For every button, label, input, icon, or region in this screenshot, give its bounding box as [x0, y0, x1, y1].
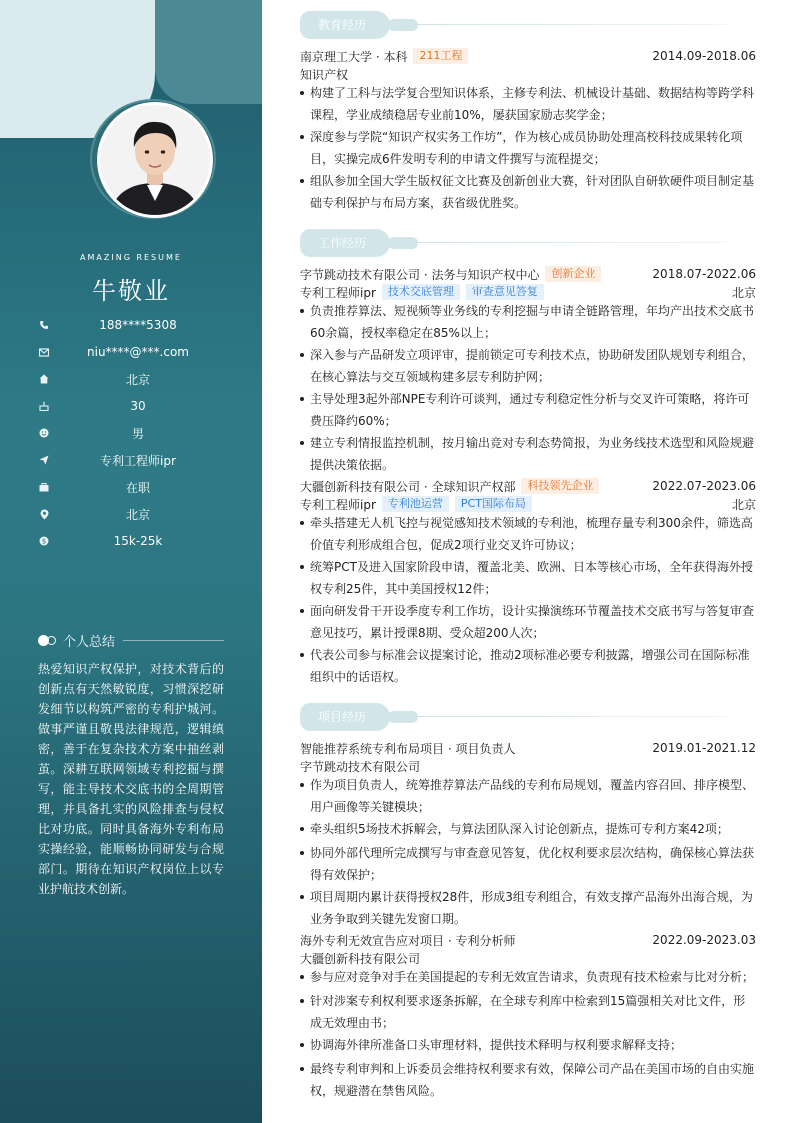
list-item: 项目周期内累计获得授权28件，形成3组专利组合，有效支撑产品海外出海合规，为业务争取到关键先发窗口期。 — [300, 886, 756, 930]
list-item: 深度参与学院“知识产权实务工作坊”，作为核心成员协助处理高校科技成果转化项目，实操完成6件发明专利的申请文件撰写与流程提交； — [300, 126, 756, 170]
school-tag: 211工程 — [413, 48, 468, 64]
cake-icon — [38, 400, 50, 412]
project-org-row — [300, 757, 756, 775]
status-value: 在职 — [125, 480, 150, 495]
info-row-age — [38, 396, 238, 416]
job-date: 2022.07-2023.06 — [652, 479, 756, 493]
position-value: 专利工程师ipr — [100, 453, 176, 468]
list-item: 深入参与产品研发立项评审，提前锁定可专利技术点，协助研发团队规划专利组合，在核心算法与交互领域构建多层专利防护网； — [300, 344, 756, 388]
list-item: 代表公司参与标准会议提案讨论，推动2项标准必要专利披露，增强公司在国际标准组织中的话语权。 — [300, 644, 756, 688]
list-item: 牵头搭建无人机飞控与视觉感知技术领域的专利池，梳理存量专利300余件，筛选高价值专利形成组合包，促成2项行业交叉许可协议； — [300, 512, 756, 556]
candidate-name: 牛敬业 — [92, 277, 170, 305]
skill-tag: 专利池运营 — [382, 496, 449, 512]
list-item: 负责推荐算法、短视频等业务线的专利挖掘与申请全链路管理，年均产出技术交底书60余篇，授权率稳定在85%以上； — [300, 300, 756, 344]
salary-value: 15k-25k — [113, 534, 163, 548]
skill-tag: PCT国际布局 — [455, 496, 532, 512]
decor-shape — [155, 0, 262, 104]
job-city: 北京 — [731, 285, 756, 300]
gender-value: 男 — [131, 426, 144, 441]
company-tag: 科技领先企业 — [521, 478, 599, 494]
project-org: 大疆创新科技有限公司 — [300, 951, 421, 966]
section-header-education — [300, 11, 756, 39]
education-date: 2014.09-2018.06 — [652, 49, 756, 63]
list-item: 组队参加全国大学生版权征文比赛及创新创业大赛，针对团队自研软硬件项目制定基础专利保护与布局方案，获省级优胜奖。 — [300, 170, 756, 214]
list-item: 统筹PCT及进入国家阶段申请，覆盖北美、欧洲、日本等核心市场，全年获得海外授权专利25件，其中美国授权12件； — [300, 556, 756, 600]
job-role: 专利工程师ipr — [300, 497, 376, 512]
sidebar — [0, 0, 262, 1123]
project-date: 2022.09-2023.03 — [652, 933, 756, 947]
location-value: 北京 — [125, 507, 150, 522]
info-row-location — [38, 504, 238, 524]
summary-text: 热爱知识产权保护，对技术背后的创新点有天然敏锐度，习惯深挖研发细节以构筑严密的专利护城河。做事严谨且敬畏法律规范，逻辑缜密，善于在复杂技术方案中抽丝剥茧。深耕互联网领域专利挖掘与撰写，能主导技术交底书的全周期管理，并具备扎实的风险排查与侵权比对功底。同时具备海外专利布局实操经验，能顺畅协同研发与合规部门。期待在知识产权岗位上以专业护航技术创新。 — [38, 662, 224, 896]
education-header — [300, 47, 756, 65]
list-item: 构建了工科与法学复合型知识体系，主修专利法、机械设计基础、数据结构等跨学科课程，学业成绩稳居专业前10%，屡获国家励志奖学金； — [300, 82, 756, 126]
list-item: 针对涉案专利权利要求逐条拆解，在全球专利库中检索到15篇强相关对比文件，形成无效理由书； — [300, 990, 756, 1034]
company-name: 大疆创新科技有限公司 · 全球知识产权部 — [300, 479, 516, 494]
list-item: 协同外部代理所完成撰写与审查意见答复，优化权利要求层次结构，确保核心算法获得有效保护； — [300, 842, 756, 886]
skill-tag: 审查意见答复 — [466, 284, 544, 300]
salary-icon — [38, 535, 50, 547]
avatar — [97, 102, 213, 218]
age-value: 30 — [130, 399, 146, 413]
project-name: 智能推荐系统专利布局项目 · 项目负责人 — [300, 741, 516, 756]
list-item: 主导处理3起外部NPE专利许可谈判，通过专利稳定性分析与交叉许可策略，将许可费压降约60%； — [300, 388, 756, 432]
education-major-row — [300, 65, 756, 83]
company-tag: 创新企业 — [545, 266, 601, 282]
job-role-row — [300, 495, 756, 513]
list-item: 面向研发骨干开设季度专利工作坊，设计实操演练环节覆盖技术交底书写与答复审查意见技巧，累计授课8期、受众超200人次； — [300, 600, 756, 644]
section-title: 项目经历 — [300, 703, 390, 731]
status-icon — [38, 481, 50, 493]
list-item: 建立专利情报监控机制，按月输出竞对专利态势简报，为业务线技术选型和风险规避提供决策依据。 — [300, 432, 756, 476]
major: 知识产权 — [300, 67, 349, 82]
hometown-value: 北京 — [125, 372, 150, 387]
section-title: 工作经历 — [300, 229, 390, 257]
info-row-salary — [38, 531, 238, 551]
info-row-status — [38, 477, 238, 497]
project-name: 海外专利无效宣告应对项目 · 专利分析师 — [300, 933, 516, 948]
job-city: 北京 — [731, 497, 756, 512]
list-item: 最终专利审判和上诉委员会维持权利要求有效，保障公司产品在美国市场的自由实施权，规避潜在禁售风险。 — [300, 1058, 756, 1102]
gender-icon — [38, 427, 50, 439]
summary-title: 个人总结 — [63, 634, 116, 650]
info-row-phone — [38, 315, 238, 335]
job-role: 专利工程师ipr — [300, 285, 376, 300]
job-date: 2018.07-2022.06 — [652, 267, 756, 281]
list-item: 协调海外律所准备口头审理材料，提供技术释明与权利要求解释支持； — [300, 1034, 756, 1056]
phone-icon — [38, 319, 50, 331]
job-header — [300, 477, 756, 495]
svg-text:$: $ — [41, 537, 47, 546]
resume-tagline: AMAZING RESUME — [80, 253, 182, 262]
dots-icon — [38, 635, 56, 646]
list-item: 牵头组织5场技术拆解会，与算法团队深入讨论创新点，提炼可专利方案42项； — [300, 818, 756, 840]
project-header — [300, 739, 756, 757]
school-name: 南京理工大学 · 本科 — [300, 49, 408, 64]
info-row-hometown — [38, 369, 238, 389]
project-header — [300, 931, 756, 949]
job-header — [300, 265, 756, 283]
phone-value: 188****5308 — [99, 318, 177, 332]
list-item: 作为项目负责人，统筹推荐算法产品线的专利布局规划，覆盖内容召回、排序模型、用户画像等关键模块； — [300, 774, 756, 818]
section-title: 教育经历 — [300, 11, 390, 39]
divider — [123, 640, 224, 641]
home-icon — [38, 373, 50, 385]
project-org: 字节跳动技术有限公司 — [300, 759, 421, 774]
job-role-row — [300, 283, 756, 301]
info-row-gender — [38, 423, 238, 443]
info-row-position — [38, 450, 238, 470]
project-date: 2019.01-2021.12 — [652, 741, 756, 755]
summary-heading — [38, 631, 224, 649]
section-header-work — [300, 229, 756, 257]
skill-tag: 技术交底管理 — [382, 284, 460, 300]
send-icon — [38, 454, 50, 466]
info-row-email — [38, 342, 238, 362]
company-name: 字节跳动技术有限公司 · 法务与知识产权中心 — [300, 267, 540, 282]
email-value: niu****@***.com — [87, 345, 189, 359]
list-item: 参与应对竞争对手在美国提起的专利无效宣告请求，负责现有技术检索与比对分析； — [300, 966, 756, 988]
location-icon — [38, 508, 50, 520]
mail-icon — [38, 346, 50, 358]
section-header-projects — [300, 703, 756, 731]
project-org-row — [300, 949, 756, 967]
